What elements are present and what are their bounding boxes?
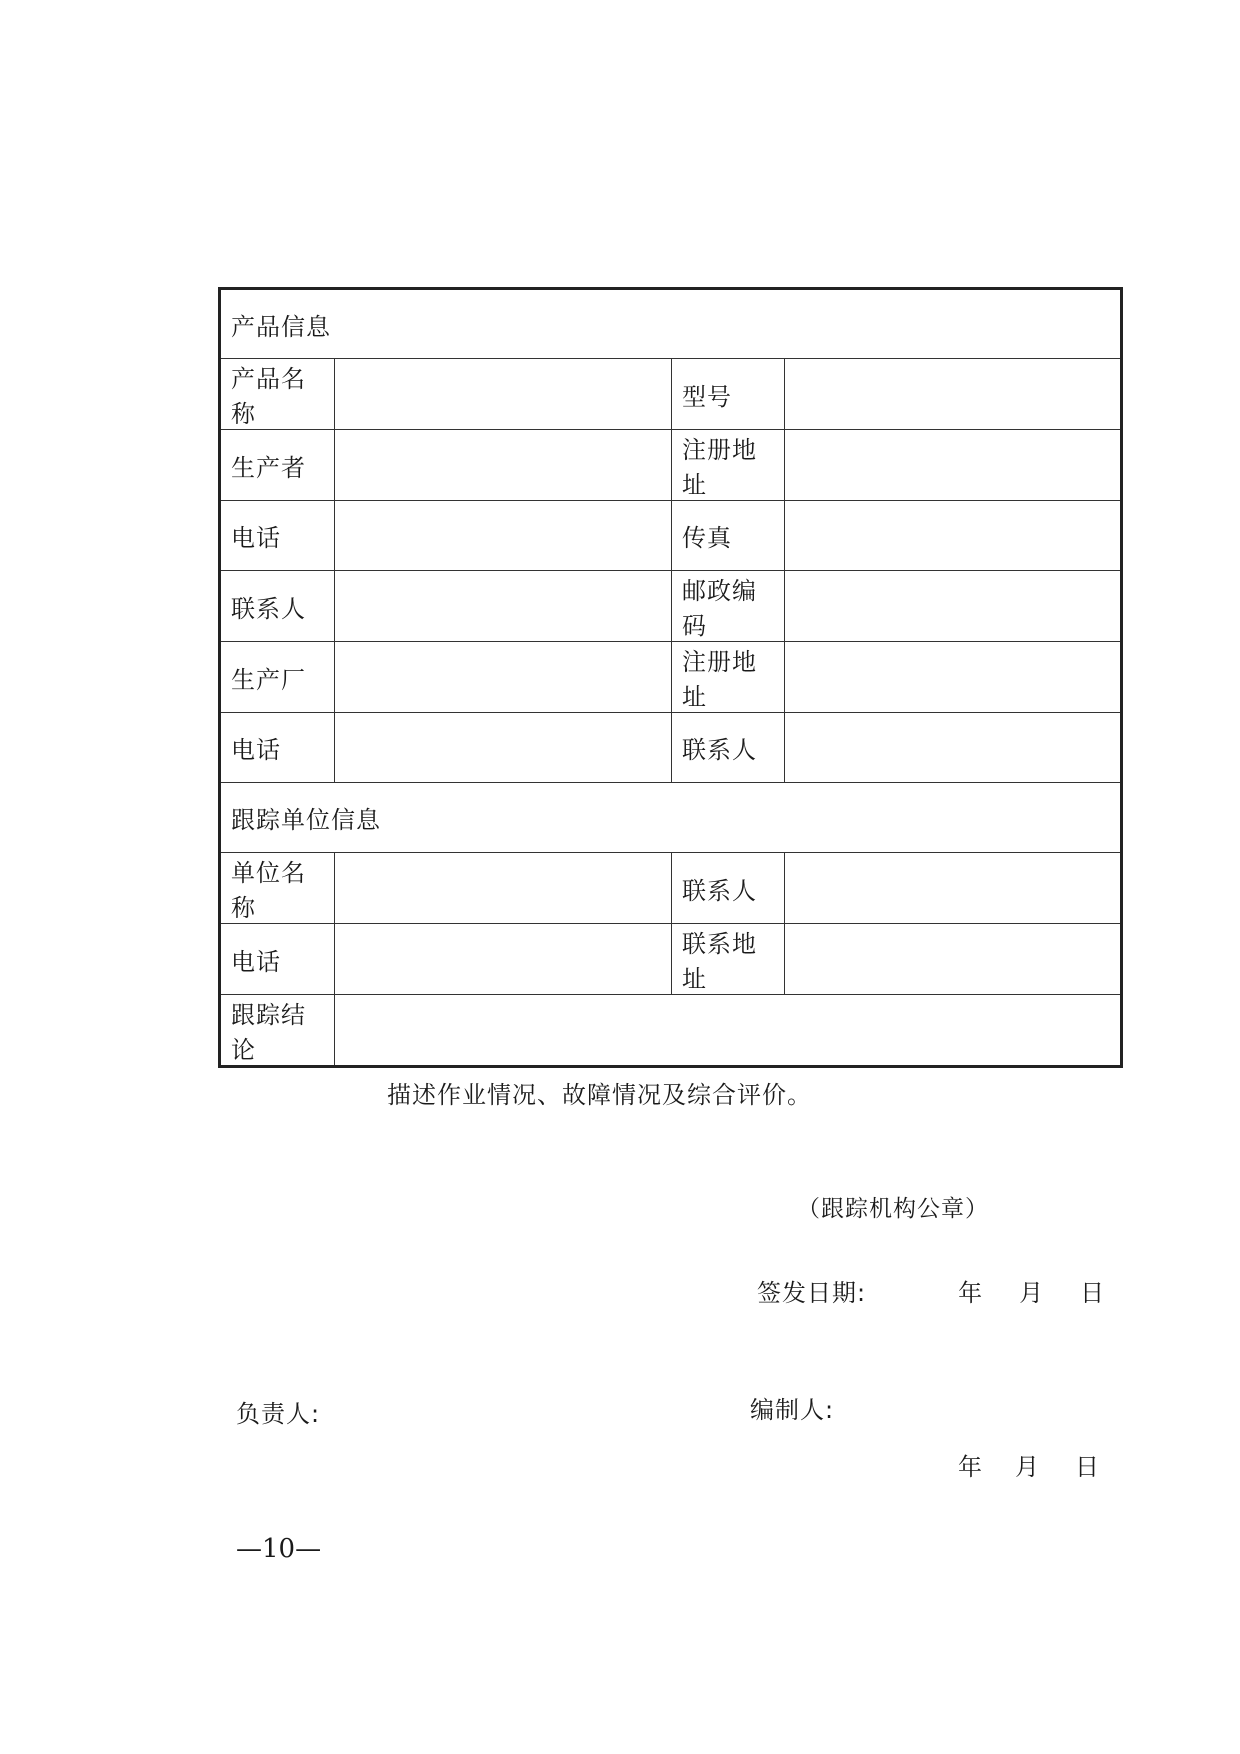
field-value [785,853,1122,924]
conclusion-description: 描述作业情况、故障情况及综合评价。 [387,1081,812,1109]
field-label: 电话 [220,924,335,995]
field-value [335,359,672,430]
product-section-title: 产品信息 [220,289,1122,359]
conclusion-row [220,995,1122,1067]
field-value [335,853,672,924]
field-value [335,501,672,571]
issue-date-month: 月 [1019,1279,1045,1307]
field-label: 生产者 [220,430,335,501]
issue-date-day: 日 [1080,1279,1106,1307]
field-label: 注册地址 [672,642,785,713]
table-row [220,501,1122,571]
field-value [335,571,672,642]
field-label: 单位名称 [220,853,335,924]
table-row [220,359,1122,430]
field-label: 注册地址 [672,430,785,501]
table-row [220,853,1122,924]
field-label: 型号 [672,359,785,430]
field-label: 产品名称 [220,359,335,430]
table-row [220,924,1122,995]
conclusion-cell [335,995,1122,1307]
field-label: 联系人 [220,571,335,642]
footer-day: 日 [1075,1453,1100,1481]
field-value [335,713,672,783]
compiler-label: 编制人: [750,1396,835,1424]
table-row [220,571,1122,642]
conclusion-seal: （跟踪机构公章） [797,1196,989,1222]
field-label: 生产厂 [220,642,335,713]
field-label: 联系地址 [672,924,785,995]
field-value [785,359,1122,430]
table-row [220,642,1122,713]
tracking-section-title: 跟踪单位信息 [220,783,1122,853]
field-value [785,430,1122,501]
tracking-section-row [220,783,1122,853]
page-number: —10— [236,1534,322,1564]
field-label: 联系人 [672,853,785,924]
field-value [785,571,1122,642]
field-label: 电话 [220,501,335,571]
field-label: 邮政编码 [672,571,785,642]
table-row [220,713,1122,783]
issue-date [757,1273,1105,1308]
field-value [335,924,672,995]
issue-date-label: 签发日期: [757,1279,867,1307]
field-value [335,642,672,713]
responsible-label: 负责人: [236,1400,321,1428]
footer-month: 月 [1015,1453,1040,1481]
field-value [785,501,1122,571]
footer-year: 年 [958,1453,983,1481]
field-value [335,430,672,501]
conclusion-label: 跟踪结论 [220,995,335,1067]
field-value [785,713,1122,783]
field-value [785,924,1122,995]
issue-date-year: 年 [958,1279,984,1307]
field-label: 联系人 [672,713,785,783]
tracking-form-table [218,287,1123,1307]
product-section-row [220,289,1122,359]
field-label: 传真 [672,501,785,571]
field-label: 电话 [220,713,335,783]
table-row [220,430,1122,501]
field-value [785,642,1122,713]
